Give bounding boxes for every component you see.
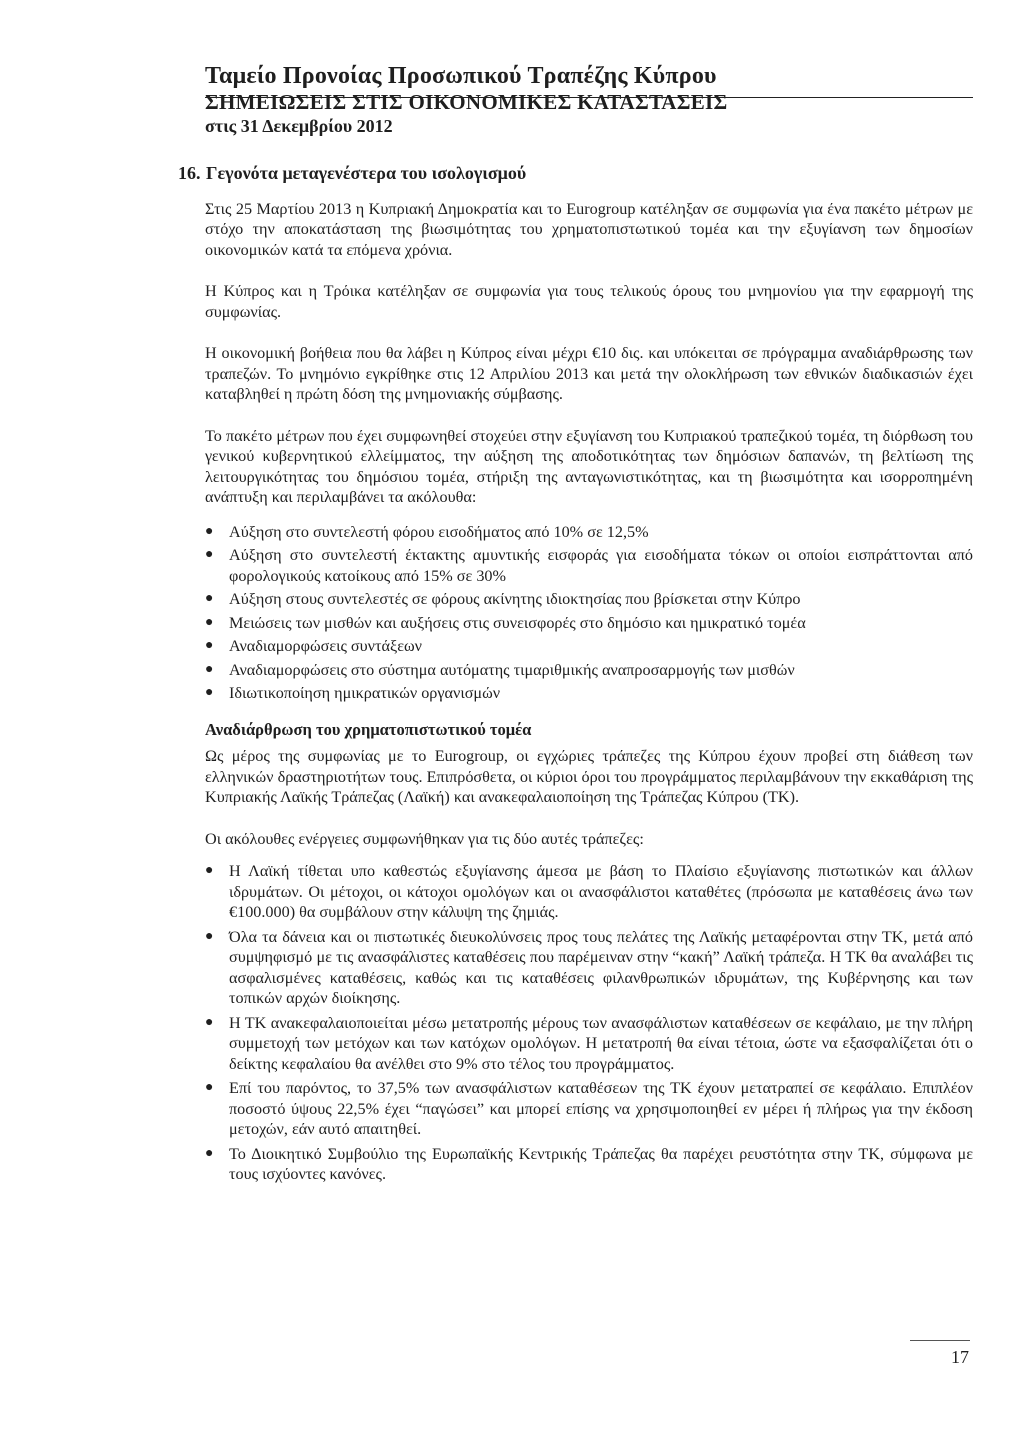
section-body <box>178 199 973 1185</box>
list-item-text: Ιδιωτικοποίηση ημικρατικών οργανισμών <box>229 684 501 702</box>
list-item <box>205 683 973 704</box>
list-item <box>205 545 973 586</box>
page-header <box>205 62 970 138</box>
list-item-text: Αναδιαμορφώσεις στο σύστημα αυτόματης τιμαριθμικής αναπροσαρμογής των μισθών <box>229 660 795 679</box>
list-item <box>205 522 973 543</box>
list-item-text: Αναδιαμορφώσεις συντάξεων <box>229 637 422 655</box>
footer-rule <box>910 1340 970 1341</box>
list-item <box>205 861 973 923</box>
document-date: στις 31 Δεκεμβρίου 2012 <box>205 116 393 136</box>
list-item-text: Το Διοικητικό Συμβούλιο της Ευρωπαϊκής Κεντρικής Τράπεζας θα παρέχει ρευστότητα στην ΤΚ, σύμφωνα με τους ισχύοντες κανόνες. <box>229 1144 973 1183</box>
bullet-icon: ● <box>205 614 214 630</box>
paragraph: Ως μέρος της συμφωνίας με το Eurogroup, οι εγχώριες τράπεζες της Κύπρου έχουν προβεί στη διάθεση των ελληνικών δραστηριοτήτων τους. Επιπρόσθετα, οι κύριοι όροι του προγράμματος περιλαμβάνουν την εκκαθάριση της Κυπριακής Λαϊκής Τράπεζας (Λαϊκή) και ανακεφαλαιοποίηση της Τράπεζας Κύπρου (ΤΚ). <box>205 747 973 806</box>
bullet-icon: ● <box>205 638 214 653</box>
list-item-text: Η Λαϊκή τίθεται υπο καθεστώς εξυγίανσης άμεσα με βάση το Πλαίσιο εξυγίανσης πιστωτικών και άλλων ιδρυμάτων. Οι μέτοχοι, οι κάτοχοι ομολόγων και οι ανασφάλιστοι καταθέτες (πρόσωπα με καταθέσεις άνω των €100.000) θα συμβάλουν στην κάλυψη της ζημιάς. <box>229 862 973 921</box>
list-item-text: Επί του παρόντος, το 37,5% των ανασφάλιστων καταθέσεων της ΤΚ έχουν μετατραπεί σε κεφάλαιο. Επιπλέον ποσοστό ύψους 22,5% έχει “παγώσει” και μπορεί επίσης να χρησιμοποιηθεί εν μέρει ή πλήρως για την έκδοση μετοχών, εάν αυτό απαιτηθεί. <box>229 1079 973 1138</box>
paragraph: Οι ακόλουθες ενέργειες συμφωνήθηκαν για τις δύο αυτές τράπεζες: <box>205 829 644 848</box>
list-item-text: Η ΤΚ ανακεφαλαιοποιείται μέσω μετατροπής μέρους των ανασφάλιστων καταθέσεων σε κεφάλαιο, με την πλήρη συμμετοχή των μετόχων και των κατόχων ομολόγων. Η μετατροπή θα είναι τέτοια, ώστε να εξασφαλίζεται ότι ο δείκτης κεφαλαίου θα ανέλθει στο 9% στο τέλος του προγράμματος. <box>229 1013 973 1073</box>
list-item <box>205 927 973 1009</box>
paragraph: Στις 25 Μαρτίου 2013 η Κυπριακή Δημοκρατία και το Eurogroup κατέληξαν σε συμφωνία για ένα πακέτο μέτρων με στόχο την αποκατάσταση της βιωσιμότητας του χρηματοπιστωτικού τομέα και την εξυγίανση των δημοσίων οικονομικών κατά τα επόμενα χρόνια. <box>205 199 973 259</box>
subsection-heading: Αναδιάρθρωση του χρηματοπιστωτικού τομέα <box>205 719 532 739</box>
bullet-icon: ● <box>205 1080 214 1095</box>
section-number: 16. <box>178 163 201 183</box>
list-item <box>205 636 973 657</box>
section-title: Γεγονότα μεταγενέστερα του ισολογισμού <box>206 163 527 183</box>
page-number: 17 <box>951 1347 969 1367</box>
bullet-icon: ● <box>205 523 214 539</box>
paragraph: Η Κύπρος και η Τρόικα κατέληξαν σε συμφωνία για τους τελικούς όρους του μνημονίου για την εφαρμογή της συμφωνίας. <box>205 282 973 321</box>
list-item <box>205 1078 973 1140</box>
paragraph: Το πακέτο μέτρων που έχει συμφωνηθεί στοχεύει στην εξυγίανση του Κυπριακού τραπεζικού τομέα, τη διόρθωση του γενικού κυβερνητικού ελλείμματος, την αύξηση της αποδοτικότητας των δημόσιων δαπανών, τη βελτίωση της λειτουργικότητας του δημόσιου τομέα, στήριξη της ανταγωνιστικότητας, και τη βιωσιμότητα και ισορροπημένη ανάπτυξη και περιλαμβάνει τα ακόλουθα: <box>205 426 973 506</box>
section-heading <box>178 163 973 184</box>
list-item-text: Μειώσεις των μισθών και αυξήσεις στις συνεισφορές στο δημόσιο και ημικρατικό τομέα <box>229 613 806 632</box>
bullet-icon: ● <box>205 863 214 878</box>
bullet-icon: ● <box>205 547 214 562</box>
list-item-text: Αύξηση στους συντελεστές σε φόρους ακίνητης ιδιοκτησίας που βρίσκεται στην Κύπρο <box>229 590 801 608</box>
bullet-icon: ● <box>205 1014 214 1030</box>
list-item <box>205 660 973 681</box>
list-item-text: Αύξηση στο συντελεστή φόρου εισοδήματος από 10% σε 12,5% <box>229 522 649 541</box>
list-item-text: Όλα τα δάνεια και οι πιστωτικές διευκολύνσεις προς τους πελάτες της Λαϊκής μεταφέρονται στην ΤΚ, μετά από συμψηφισμό με τις ανασφάλιστες καταθέσεις που παρέμειναν στην “κακή” Λαϊκή τράπεζα. Η ΤΚ θα αναλάβει τις ασφαλισμένες καταθέσεις, καθώς και τις καταθέσεις φιλανθρωπικών ιδρυμάτων, της Κυβέρνησης και των τοπικών αρχών διοίκησης. <box>229 927 973 1007</box>
paragraph: Η οικονομική βοήθεια που θα λάβει η Κύπρος είναι μέχρι €10 δις. και υπόκειται σε πρόγραμμα αναδιάρθρωσης των τραπεζών. Το μνημόνιο εγκρίθηκε στις 12 Απριλίου 2013 και μετά την ολοκλήρωση των εθνικών διαδικασιών έχει καταβληθεί η πρώτη δόση της μνημονιακής σύμβασης. <box>205 344 973 403</box>
document-title: Ταμείο Προνοίας Προσωπικού Τραπέζης Κύπρου <box>205 63 717 89</box>
list-item <box>205 589 973 610</box>
actions-list <box>205 861 973 1185</box>
bullet-icon: ● <box>205 928 214 944</box>
section-content <box>178 163 973 1201</box>
bullet-icon: ● <box>205 1145 214 1161</box>
measures-list <box>205 522 973 704</box>
document-subtitle: ΣΗΜΕΙΩΣΕΙΣ ΣΤΙΣ ΟΙΚΟΝΟΜΙΚΕΣ ΚΑΤΑΣΤΑΣΕΙΣ <box>205 90 728 114</box>
bullet-icon: ● <box>205 661 214 677</box>
bullet-icon: ● <box>205 591 214 606</box>
list-item <box>205 1144 973 1185</box>
list-item-text: Αύξηση στο συντελεστή έκτακτης αμυντικής εισφοράς για εισοδήματα τόκων οι οποίοι εισπράττονται από φορολογικούς κατοίκους από 15% σε 30% <box>229 546 973 585</box>
bullet-icon: ● <box>205 685 214 700</box>
list-item <box>205 1013 973 1075</box>
list-item <box>205 613 973 634</box>
header-rule <box>205 97 973 98</box>
